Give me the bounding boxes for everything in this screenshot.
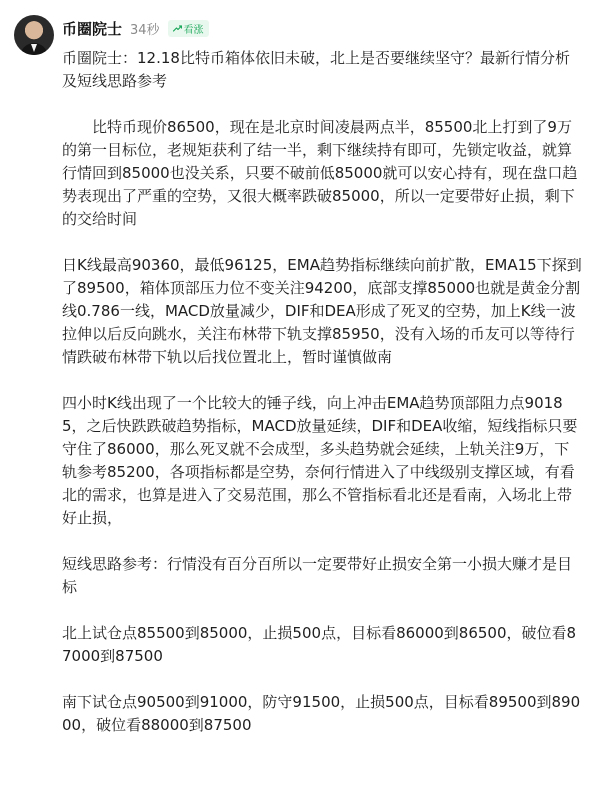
avatar[interactable] xyxy=(14,15,54,55)
paragraph-four-hour-kline: 四小时K线出现了一个比较大的锤子线，向上冲击EMA趋势顶部阻力点90185，之后快跌跌破趋势指标，MACD放量延续，DIF和DEA收缩，短线指标只要守住了86000，那么死叉就不会成型，多头趋势就会延续，上轨关注9万，下轨参考85200，各项指标都是空势，奈何行情进入了中线级别支撑区域，有看北的需求，也算是进入了交易范围，那么不管指标看北还是看南，入场北上带好止损， xyxy=(62,394,578,527)
post-time: 34秒 xyxy=(130,22,160,38)
paragraph-daily-kline: 日K线最高90360，最低96125，EMA趋势指标继续向前扩散，EMA15下探到了89500，箱体顶部压力位不变关注94200，底部支撑85000也就是黄金分割线0.786一线，MACD放量减少，DIF和DEA形成了死叉的空势，加上K线一波拉伸以后反向跳水，关注布林带下轨支撑85950，没有入场的币友可以等待行情跌破布林带下轨以后找位置北上，暂时谨慎做南 xyxy=(62,256,582,366)
trend-up-icon xyxy=(173,25,182,32)
paragraph-current-price: 比特币现价86500，现在是北京时间凌晨两点半，85500北上打到了9万的第一目标位，老规矩获利了结一半，剩下继续持有即可，先锁定收益，就算行情回到85000也没关系，只要不破前低85000就可以安心持有，现在盘口趋势表现出了严重的空势，又很大概率跌破85000，所以一定要带好止损，剩下的交给时间 xyxy=(62,118,578,228)
sentiment-badge xyxy=(168,20,209,37)
paragraph-long-plan: 北上试仓点85500到85000，止损500点，目标看86000到86500，破位看87000到87500 xyxy=(62,624,577,665)
paragraph-short-term-idea: 短线思路参考：行情没有百分百所以一定要带好止损安全第一小损大赚才是目标 xyxy=(62,555,573,596)
post-title: 币圈院士：12.18比特币箱体依旧未破，北上是否要继续坚守？最新行情分析及短线思路参考 xyxy=(62,49,570,90)
paragraph-short-plan: 南下试仓点90500到91000，防守91500，止损500点，目标看89500到89000，破位看88000到87500 xyxy=(62,693,581,734)
sentiment-badge-label: 看涨 xyxy=(183,24,204,36)
author-name[interactable]: 币圈院士 xyxy=(62,19,123,38)
post-content xyxy=(62,47,582,737)
post-header xyxy=(62,17,209,39)
